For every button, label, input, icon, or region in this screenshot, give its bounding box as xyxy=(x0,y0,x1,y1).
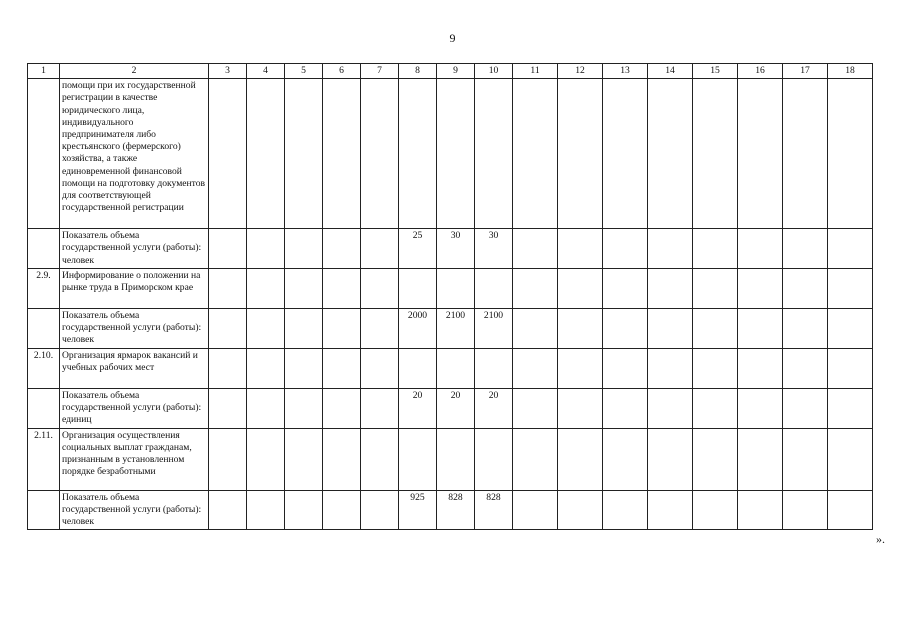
value-col-10 xyxy=(475,268,513,308)
column-header: 3 xyxy=(209,64,247,79)
value-col-10: 828 xyxy=(475,490,513,530)
value-col-9: 2100 xyxy=(437,308,475,348)
table-row xyxy=(28,268,873,308)
value-col-9: 30 xyxy=(437,229,475,269)
row-description: Показатель объема государственной услуги (работы): человек xyxy=(60,490,209,530)
column-header: 8 xyxy=(399,64,437,79)
row-number xyxy=(28,229,60,269)
column-header: 4 xyxy=(247,64,285,79)
value-col-9 xyxy=(437,268,475,308)
closing-quote-mark: ». xyxy=(876,532,885,546)
value-col-9 xyxy=(437,428,475,490)
value-col-8 xyxy=(399,348,437,388)
value-col-8: 2000 xyxy=(399,308,437,348)
row-description: Показатель объема государственной услуги (работы): человек xyxy=(60,229,209,269)
column-header: 13 xyxy=(603,64,648,79)
column-header: 6 xyxy=(323,64,361,79)
row-number: 2.10. xyxy=(28,348,60,388)
row-number: 2.9. xyxy=(28,268,60,308)
table-row xyxy=(28,79,873,229)
value-col-8: 25 xyxy=(399,229,437,269)
row-number xyxy=(28,308,60,348)
column-header: 5 xyxy=(285,64,323,79)
column-header: 16 xyxy=(738,64,783,79)
column-header: 18 xyxy=(828,64,873,79)
column-header: 10 xyxy=(475,64,513,79)
table-row xyxy=(28,229,873,269)
row-number: 2.11. xyxy=(28,428,60,490)
value-col-10: 2100 xyxy=(475,308,513,348)
value-col-9 xyxy=(437,348,475,388)
page-number: 9 xyxy=(449,31,456,45)
value-col-8 xyxy=(399,428,437,490)
row-description: Организация ярмарок вакансий и учебных рабочих мест xyxy=(60,348,209,388)
column-header: 1 xyxy=(28,64,60,79)
value-col-10: 30 xyxy=(475,229,513,269)
column-number-row xyxy=(28,64,873,79)
column-header: 7 xyxy=(361,64,399,79)
value-col-10: 20 xyxy=(475,388,513,428)
row-description: помощи при их государственной регистрации в качестве юридического лица, индивидуального предпринимателя либо крестьянского (фермерского) хозяйства, а также единовременной финансовой помощи на подготовку документов для соответствующей государственной регистрации xyxy=(60,79,209,229)
table-row xyxy=(28,348,873,388)
column-header: 2 xyxy=(60,64,209,79)
value-col-9: 20 xyxy=(437,388,475,428)
table-row xyxy=(28,308,873,348)
value-col-8 xyxy=(399,268,437,308)
column-header: 15 xyxy=(693,64,738,79)
table-row xyxy=(28,428,873,490)
value-col-8: 20 xyxy=(399,388,437,428)
column-header: 12 xyxy=(558,64,603,79)
value-col-8: 925 xyxy=(399,490,437,530)
table-row xyxy=(28,388,873,428)
row-description: Информирование о положении на рынке труда в Приморском крае xyxy=(60,268,209,308)
row-number xyxy=(28,79,60,229)
table-row xyxy=(28,490,873,530)
row-description: Показатель объема государственной услуги (работы): человек xyxy=(60,308,209,348)
value-col-9: 828 xyxy=(437,490,475,530)
row-description: Показатель объема государственной услуги (работы): единиц xyxy=(60,388,209,428)
value-col-10 xyxy=(475,79,513,229)
column-header: 14 xyxy=(648,64,693,79)
row-number xyxy=(28,388,60,428)
row-description: Организация осуществления социальных выплат гражданам, признанным в установленном порядке безработными xyxy=(60,428,209,490)
value-col-9 xyxy=(437,79,475,229)
report-table xyxy=(27,63,873,530)
column-header: 11 xyxy=(513,64,558,79)
column-header: 9 xyxy=(437,64,475,79)
value-col-8 xyxy=(399,79,437,229)
value-col-10 xyxy=(475,348,513,388)
row-number xyxy=(28,490,60,530)
column-header: 17 xyxy=(783,64,828,79)
value-col-10 xyxy=(475,428,513,490)
